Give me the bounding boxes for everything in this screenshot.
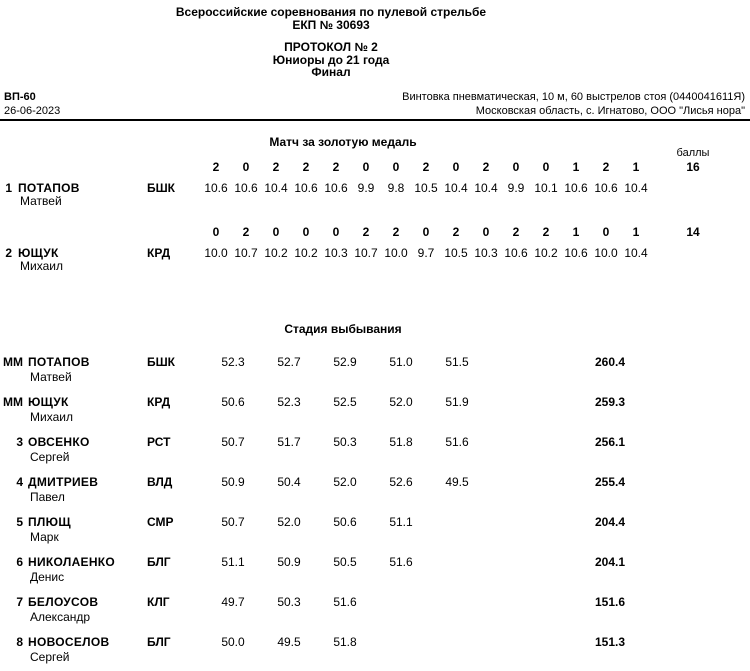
shot-point-value: 0: [362, 160, 370, 174]
series-value: 51.1: [389, 515, 413, 529]
series-values-row: [205, 476, 485, 488]
shot-value: 10.6: [204, 181, 228, 195]
shot-point-value: 2: [452, 225, 460, 239]
series-value: 51.6: [445, 435, 469, 449]
athlete-rank: 5: [16, 515, 23, 529]
shot-point-value: 2: [212, 160, 220, 174]
athlete-firstname: Михаил: [20, 259, 63, 273]
shot-point-value: 2: [542, 225, 550, 239]
shot-point-value: 0: [332, 225, 340, 239]
shot-value: 10.7: [354, 246, 378, 260]
shot-point-value: 1: [632, 225, 640, 239]
shot-value: 10.6: [504, 246, 528, 260]
elimination-total: 256.1: [594, 435, 626, 449]
elimination-total: 204.1: [594, 555, 626, 569]
shot-point-value: 0: [482, 225, 490, 239]
series-value: 50.4: [277, 475, 301, 489]
elimination-total: 151.6: [594, 595, 626, 609]
category-title: Юниоры до 21 года: [272, 53, 390, 67]
shot-point-value: 2: [362, 225, 370, 239]
athlete-club: ВЛД: [147, 475, 173, 489]
athlete-firstname: Матвей: [20, 194, 62, 208]
series-value: 52.5: [333, 395, 357, 409]
match-points-total: 14: [686, 225, 700, 239]
athlete-club: КЛГ: [147, 595, 170, 609]
stage-title: Финал: [311, 65, 351, 79]
shot-value: 10.6: [564, 181, 588, 195]
series-value: 51.0: [389, 355, 413, 369]
shot-value: 10.4: [474, 181, 498, 195]
series-value: 50.3: [277, 595, 301, 609]
shot-point-value: 1: [572, 160, 580, 174]
athlete-surname: ДМИТРИЕВ: [28, 475, 99, 489]
shot-values-row: [201, 182, 651, 194]
shot-value: 10.0: [594, 246, 618, 260]
shot-value: 10.0: [384, 246, 408, 260]
shot-value: 9.7: [417, 246, 435, 260]
shot-value: 10.5: [444, 246, 468, 260]
gold-match-title: Матч за золотую медаль: [269, 135, 417, 149]
shot-point-value: 0: [302, 225, 310, 239]
shot-value: 10.6: [594, 181, 618, 195]
athlete-firstname: Александр: [30, 610, 91, 624]
shot-point-value: 0: [512, 160, 520, 174]
athlete-rank: 6: [16, 555, 23, 569]
series-value: 52.0: [389, 395, 413, 409]
series-values-row: [205, 396, 485, 408]
series-value: 50.3: [333, 435, 357, 449]
athlete-firstname: Михаил: [30, 410, 73, 424]
elimination-total: 151.3: [594, 635, 626, 649]
shot-point-value: 2: [602, 160, 610, 174]
series-values-row: [205, 516, 429, 528]
header-divider: [0, 119, 750, 121]
shot-value: 10.6: [324, 181, 348, 195]
series-value: 50.6: [221, 395, 245, 409]
athlete-rank: 1: [5, 181, 12, 195]
elimination-total: 255.4: [594, 475, 626, 489]
athlete-club: БШК: [147, 355, 176, 369]
shot-point-value: 2: [272, 160, 280, 174]
series-value: 49.5: [277, 635, 301, 649]
series-value: 50.7: [221, 515, 245, 529]
shot-point-value: 1: [572, 225, 580, 239]
athlete-firstname: Денис: [30, 570, 65, 584]
series-value: 50.9: [277, 555, 301, 569]
gold-match-row: [0, 161, 750, 209]
series-value: 51.5: [445, 355, 469, 369]
athlete-surname: ОВСЕНКО: [28, 435, 90, 449]
shot-point-value: 2: [332, 160, 340, 174]
shot-value: 9.8: [387, 181, 405, 195]
shot-value: 10.4: [444, 181, 468, 195]
shot-value: 10.2: [534, 246, 558, 260]
discipline-description: Винтовка пневматическая, 10 м, 60 выстрелов стоя (0440041611Я): [402, 91, 745, 103]
series-value: 49.7: [221, 595, 245, 609]
athlete-club: БЛГ: [147, 555, 171, 569]
shot-points-row: [201, 161, 651, 173]
athlete-rank: 7: [16, 595, 23, 609]
shot-value: 10.5: [414, 181, 438, 195]
athlete-surname: ЮЩУК: [18, 246, 59, 260]
athlete-rank: 4: [16, 475, 23, 489]
athlete-surname: БЕЛОУСОВ: [28, 595, 99, 609]
shot-value: 10.3: [474, 246, 498, 260]
shot-point-value: 2: [302, 160, 310, 174]
gold-match-row: [0, 226, 750, 274]
series-value: 51.6: [333, 595, 357, 609]
athlete-surname: ПЛЮЩ: [28, 515, 71, 529]
shot-value: 10.1: [534, 181, 558, 195]
event-code: ВП-60: [4, 91, 36, 103]
shot-values-row: [201, 247, 651, 259]
series-value: 52.7: [277, 355, 301, 369]
series-value: 50.6: [333, 515, 357, 529]
series-values-row: [205, 556, 429, 568]
series-value: 52.3: [277, 395, 301, 409]
shot-point-value: 2: [392, 225, 400, 239]
match-points-total: 16: [686, 160, 700, 174]
series-value: 51.8: [333, 635, 357, 649]
competition-title: Всероссийские соревнования по пулевой стрельбе: [175, 5, 487, 19]
athlete-rank: 8: [16, 635, 23, 649]
shot-value: 10.2: [264, 246, 288, 260]
athlete-club: КРД: [147, 246, 171, 260]
shot-value: 10.4: [264, 181, 288, 195]
shot-point-value: 0: [422, 225, 430, 239]
series-value: 52.6: [389, 475, 413, 489]
series-value: 52.3: [221, 355, 245, 369]
ekp-number: ЕКП № 30693: [292, 18, 370, 32]
elimination-total: 259.3: [594, 395, 626, 409]
shot-point-value: 0: [212, 225, 220, 239]
shot-value: 10.3: [324, 246, 348, 260]
series-value: 51.1: [221, 555, 245, 569]
athlete-rank: 2: [5, 246, 12, 260]
elimination-total: 204.4: [594, 515, 626, 529]
protocol-number: ПРОТОКОЛ № 2: [284, 40, 378, 54]
elimination-total: 260.4: [594, 355, 626, 369]
shot-value: 10.4: [624, 181, 648, 195]
athlete-club: БЛГ: [147, 635, 171, 649]
elimination-title: Стадия выбывания: [284, 322, 402, 336]
shot-point-value: 0: [542, 160, 550, 174]
shot-point-value: 0: [242, 160, 250, 174]
athlete-surname: ПОТАПОВ: [28, 355, 90, 369]
athlete-club: БШК: [147, 181, 176, 195]
series-value: 51.7: [277, 435, 301, 449]
athlete-club: СМР: [147, 515, 174, 529]
shot-value: 10.0: [204, 246, 228, 260]
series-values-row: [205, 436, 485, 448]
shot-point-value: 2: [242, 225, 250, 239]
series-value: 51.8: [389, 435, 413, 449]
athlete-club: РСТ: [147, 435, 171, 449]
shot-point-value: 2: [512, 225, 520, 239]
series-value: 52.0: [277, 515, 301, 529]
series-value: 51.6: [389, 555, 413, 569]
series-value: 50.7: [221, 435, 245, 449]
shot-point-value: 0: [272, 225, 280, 239]
athlete-firstname: Сергей: [30, 450, 70, 464]
points-column-label: баллы: [676, 147, 710, 159]
event-location: Московская область, с. Игнатово, ООО "Лисья нора": [475, 105, 745, 117]
athlete-club: КРД: [147, 395, 171, 409]
series-value: 50.9: [221, 475, 245, 489]
shot-value: 10.6: [294, 181, 318, 195]
series-value: 52.9: [333, 355, 357, 369]
series-values-row: [205, 596, 373, 608]
shot-value: 10.6: [564, 246, 588, 260]
athlete-firstname: Сергей: [30, 650, 70, 664]
series-value: 52.0: [333, 475, 357, 489]
athlete-surname: ЮЩУК: [28, 395, 69, 409]
athlete-rank: ММ: [3, 395, 23, 409]
series-value: 50.0: [221, 635, 245, 649]
athlete-surname: ПОТАПОВ: [18, 181, 80, 195]
shot-value: 10.4: [624, 246, 648, 260]
shot-value: 9.9: [507, 181, 525, 195]
series-values-row: [205, 636, 373, 648]
athlete-firstname: Павел: [30, 490, 65, 504]
shot-value: 9.9: [357, 181, 375, 195]
shot-value: 10.7: [234, 246, 258, 260]
shot-point-value: 2: [422, 160, 430, 174]
athlete-firstname: Матвей: [30, 370, 72, 384]
series-value: 51.9: [445, 395, 469, 409]
athlete-surname: НИКОЛАЕНКО: [28, 555, 116, 569]
elimination-row: [0, 636, 750, 671]
event-date: 26-06-2023: [4, 105, 61, 117]
shot-point-value: 0: [452, 160, 460, 174]
shot-value: 10.2: [294, 246, 318, 260]
shot-point-value: 1: [632, 160, 640, 174]
athlete-firstname: Марк: [30, 530, 59, 544]
series-value: 50.5: [333, 555, 357, 569]
athlete-surname: НОВОСЕЛОВ: [28, 635, 110, 649]
shot-point-value: 2: [482, 160, 490, 174]
series-value: 49.5: [445, 475, 469, 489]
shot-value: 10.6: [234, 181, 258, 195]
shot-point-value: 0: [602, 225, 610, 239]
athlete-rank: ММ: [3, 355, 23, 369]
athlete-rank: 3: [16, 435, 23, 449]
series-values-row: [205, 356, 485, 368]
shot-point-value: 0: [392, 160, 400, 174]
shot-points-row: [201, 226, 651, 238]
